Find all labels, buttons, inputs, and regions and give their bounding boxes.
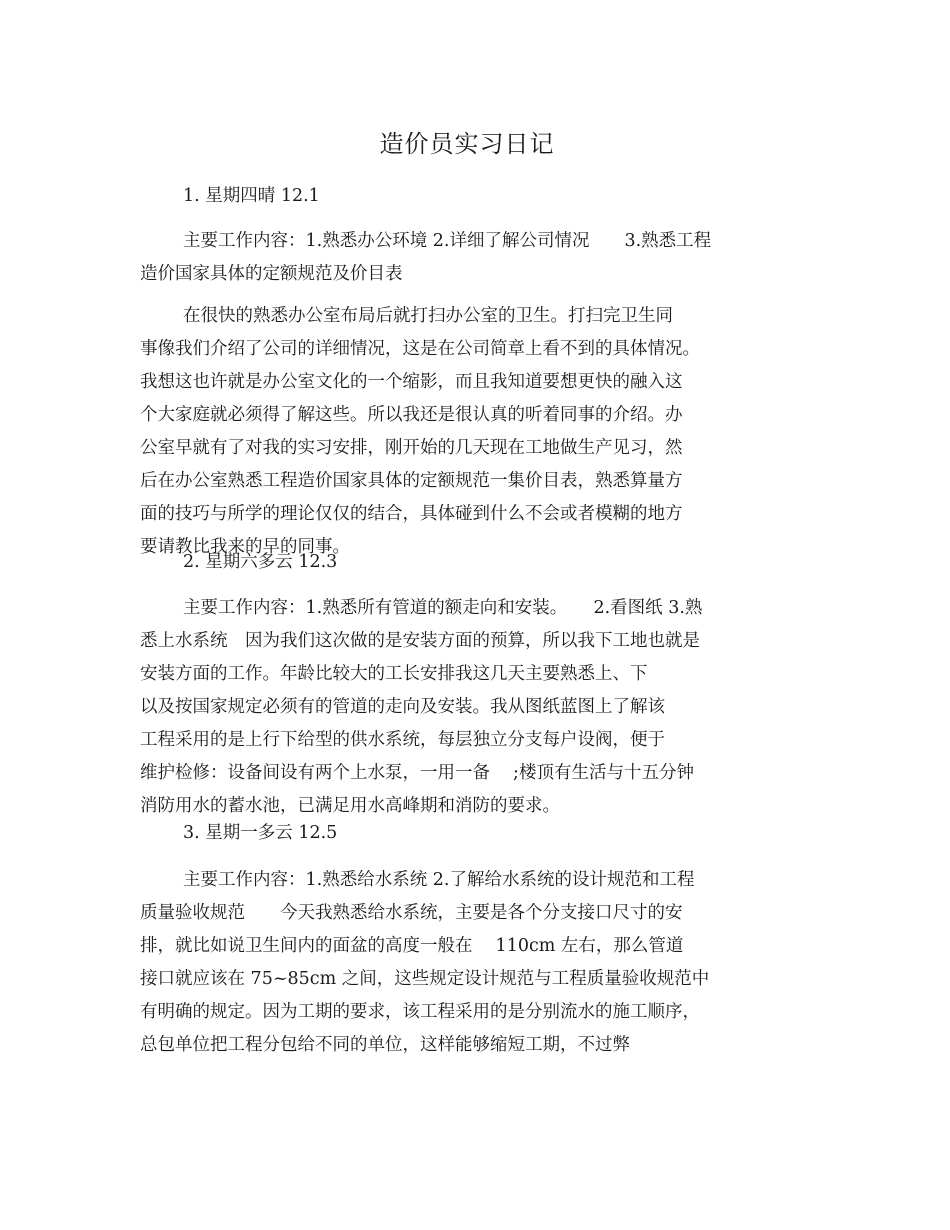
paragraph-line: 消防用水的蓄水池，已满足用水高峰期和消防的要求。 bbox=[140, 796, 560, 816]
paragraph-line: 排，就比如说卫生间内的面盆的高度一般在 110cm 左右，那么管道 bbox=[140, 936, 684, 956]
paragraph-line: 悉上水系统 因为我们这次做的是安装方面的预算，所以我下工地也就是 bbox=[140, 631, 700, 651]
entry-heading-1: 1. 星期四晴 12.1 bbox=[183, 186, 320, 206]
paragraph-line: 主要工作内容：1.熟悉办公环境 2.详细了解公司情况 3.熟悉工程 bbox=[183, 231, 712, 251]
paragraph-line: 总包单位把工程分包给不同的单位，这样能够缩短工期，不过弊 bbox=[140, 1035, 630, 1055]
entry-2-body bbox=[140, 592, 800, 823]
paragraph-line: 造价国家具体的定额规范及价目表 bbox=[140, 264, 403, 284]
paragraph-line: 公室早就有了对我的实习安排，刚开始的几天现在工地做生产见习，然 bbox=[140, 438, 683, 458]
paragraph-line: 事像我们介绍了公司的详细情况，这是在公司简章上看不到的具体情况。 bbox=[140, 339, 700, 359]
page-title: 造价员实习日记 bbox=[379, 130, 555, 158]
paragraph-line: 要请教比我来的早的同事。 bbox=[140, 537, 350, 557]
paragraph-line: 有明确的规定。因为工期的要求，该工程采用的是分别流水的施工顺序， bbox=[140, 1002, 700, 1022]
paragraph-line: 我想这也许就是办公室文化的一个缩影，而且我知道要想更快的融入这 bbox=[140, 372, 683, 392]
entry-heading-3: 3. 星期一多云 12.5 bbox=[183, 823, 338, 843]
entry-heading-2: 2. 星期六多云 12.3 bbox=[183, 552, 338, 572]
entry-3-body bbox=[140, 864, 800, 1062]
paragraph-line: 安装方面的工作。年龄比较大的工长安排我这几天主要熟悉上、下 bbox=[140, 664, 648, 684]
paragraph-line: 接口就应该在 75~85cm 之间，这些规定设计规范与工程质量验收规范中 bbox=[140, 969, 710, 989]
paragraph-line: 以及按国家规定必须有的管道的走向及安装。我从图纸蓝图上了解该 bbox=[140, 697, 665, 717]
paragraph-line: 维护检修：设备间设有两个上水泵，一用一备 ;楼顶有生活与十五分钟 bbox=[140, 763, 694, 783]
entry-1-work-summary bbox=[140, 225, 800, 291]
paragraph-line: 个大家庭就必须得了解这些。所以我还是很认真的听着同事的介绍。办 bbox=[140, 405, 683, 425]
paragraph-line: 质量验收规范 今天我熟悉给水系统，主要是各个分支接口尺寸的安 bbox=[140, 903, 683, 923]
paragraph-line: 在很快的熟悉办公室布局后就打扫办公室的卫生。打扫完卫生同 bbox=[183, 306, 673, 326]
paragraph-line: 主要工作内容：1.熟悉所有管道的额走向和安装。 2.看图纸 3.熟 bbox=[183, 598, 703, 618]
paragraph-line: 工程采用的是上行下给型的供水系统，每层独立分支每户设阀，便于 bbox=[140, 730, 665, 750]
paragraph-line: 面的技巧与所学的理论仅仅的结合，具体碰到什么不会或者模糊的地方 bbox=[140, 504, 683, 524]
paragraph-line: 主要工作内容：1.熟悉给水系统 2.了解给水系统的设计规范和工程 bbox=[183, 870, 695, 890]
entry-1-body bbox=[140, 300, 800, 564]
paragraph-line: 后在办公室熟悉工程造价国家具体的定额规范一集价目表，熟悉算量方 bbox=[140, 471, 683, 491]
